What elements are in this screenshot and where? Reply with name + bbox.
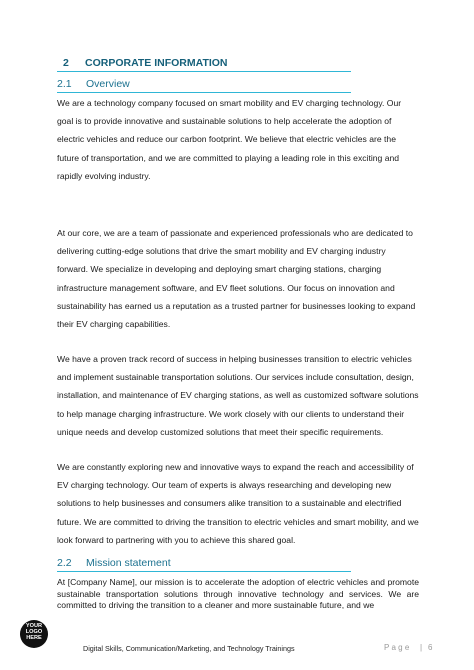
subsection-title: Mission statement <box>86 557 171 569</box>
subsection-title: Overview <box>86 78 130 90</box>
page-separator: | <box>420 643 423 652</box>
footer-text: Digital Skills, Communication/Marketing, and Technology Trainings <box>83 644 295 653</box>
paragraph: We have a proven track record of success in helping businesses transition to electric vehicles and implement sustainable transportation solutions. Our services include consultation, design, installation, and maintenance of EV charging stations, as well as customized software solutions to help manage charging infrastructure. We work closely with our clients to understand their unique needs and develop customized solutions that meet their specific requirements. <box>57 354 419 437</box>
paragraph: We are a technology company focused on smart mobility and EV charging technology. Our goal is to provide innovative and sustainable solutions to help accelerate the adoption of electric vehicles and reduce our carbon footprint. We believe that electric vehicles are the future of transportation, and we are committed to playing a leading role in this exciting and rapidly evolving industry. <box>57 98 402 181</box>
logo-placeholder: YOUR LOGO HERE <box>20 620 48 648</box>
page-label: Page <box>384 643 412 652</box>
subsection-heading-overview <box>57 78 351 93</box>
subsection-number: 2.2 <box>57 557 72 569</box>
section-number: 2 <box>63 57 69 69</box>
paragraph: We are constantly exploring new and innovative ways to expand the reach and accessibility of EV charging technology. Our team of experts is always researching and developing new solutions to help businesses and consumers alike transition to a sustainable and electrified future. We are committed to driving the transition to electric vehicles and smart mobility, and we look forward to partnering with you to achieve this shared goal. <box>57 462 419 545</box>
subsection-heading-mission <box>57 557 351 572</box>
section-heading <box>57 56 351 72</box>
paragraph: At our core, we are a team of passionate and experienced professionals who are dedicated to delivering cutting-edge solutions that drive the smart mobility and EV charging industry forward. We specialize in developing and deploying smart charging stations, charging infrastructure management software, and EV fleet solutions. Our focus on innovation and sustainability has earned us a reputation as a trusted partner for businesses looking to expand their EV charging capabilities. <box>57 228 416 330</box>
section-title: CORPORATE INFORMATION <box>85 57 228 69</box>
subsection-number: 2.1 <box>57 78 72 90</box>
page-number: 6 <box>428 643 433 652</box>
paragraph: At [Company Name], our mission is to accelerate the adoption of electric vehicles and promote sustainable transportation solutions through innovative technology and services. We are committed to driving the transition to a cleaner and more sustainable future, and we <box>57 577 419 610</box>
